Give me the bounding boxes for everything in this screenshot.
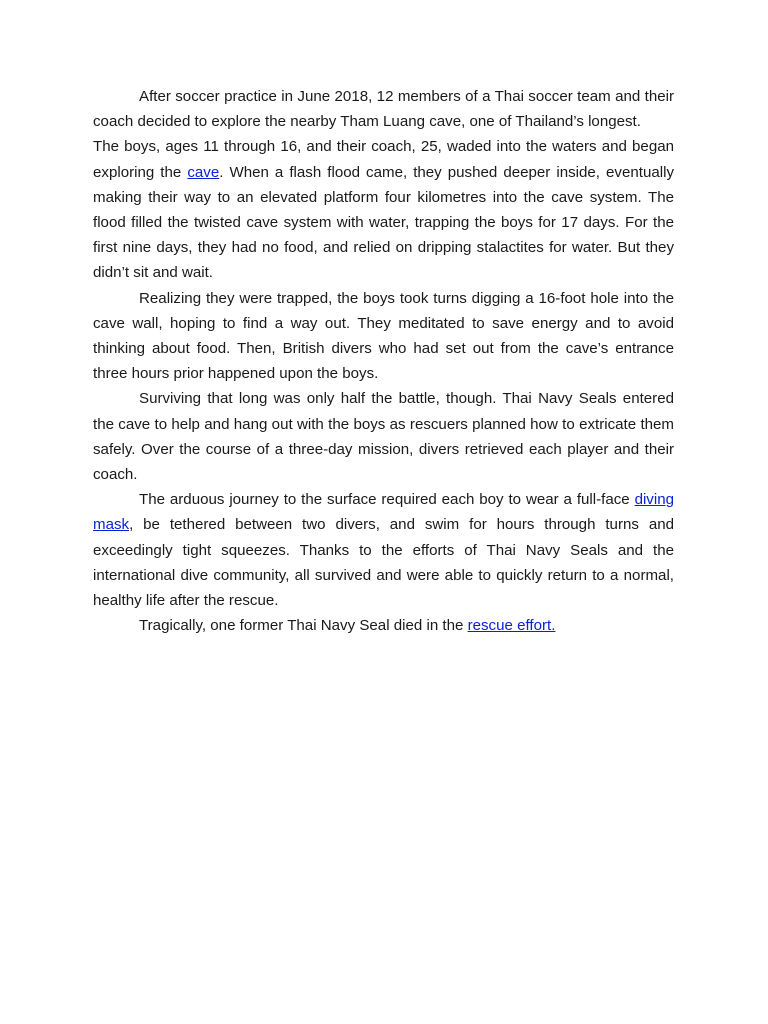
paragraph-text: The arduous journey to the surface required each boy to wear a full-face: [139, 491, 635, 509]
cave-link[interactable]: cave: [187, 163, 220, 181]
paragraph-2: [93, 134, 674, 285]
paragraph-text: The boys, ages 11 through 16, and their coach, 25, waded into the waters and began exploring the: [93, 138, 674, 181]
paragraph-text: Tragically, one former Thai Navy Seal died in the: [139, 617, 468, 635]
rescue-effort-link[interactable]: rescue effort.: [467, 617, 556, 635]
paragraph-4: [93, 386, 674, 487]
paragraph-text: Surviving that long was only half the battle, though. Thai Navy Seals entered the cave to help and hang out with the boys as rescuers planned how to extricate them safely. Over the course of a three-day mission, divers retrieved each player and their coach.: [93, 390, 674, 484]
diving-mask-link[interactable]: diving mask: [93, 491, 674, 534]
paragraph-text: , be tethered between two divers, and swim for hours through turns and exceedingly tight squeezes. Thanks to the efforts of Thai Navy Seals and the international dive community, all survived and were able to quickly return to a normal, healthy life after the rescue.: [93, 516, 674, 610]
paragraph-1: [93, 84, 674, 134]
paragraph-6: [93, 613, 674, 638]
paragraph-3: [93, 286, 674, 387]
paragraph-text: Realizing they were trapped, the boys took turns digging a 16-foot hole into the cave wall, hoping to find a way out. They meditated to save energy and to avoid thinking about food. Then, British divers who had set out from the cave’s entrance three hours prior happened upon the boys.: [93, 289, 674, 383]
paragraph-text: . When a flash flood came, they pushed deeper inside, eventually making their way to an elevated platform four kilometres into the cave system. The flood filled the twisted cave system with water, trapping the boys for 17 days. For the first nine days, they had no food, and relied on dripping stalactites for water. But they didn’t sit and wait.: [93, 163, 675, 282]
paragraph-5: [93, 487, 674, 613]
document-page: [93, 84, 674, 638]
paragraph-text: After soccer practice in June 2018, 12 members of a Thai soccer team and their coach decided to explore the nearby Tham Luang cave, one of Thailand’s longest.: [93, 88, 674, 131]
